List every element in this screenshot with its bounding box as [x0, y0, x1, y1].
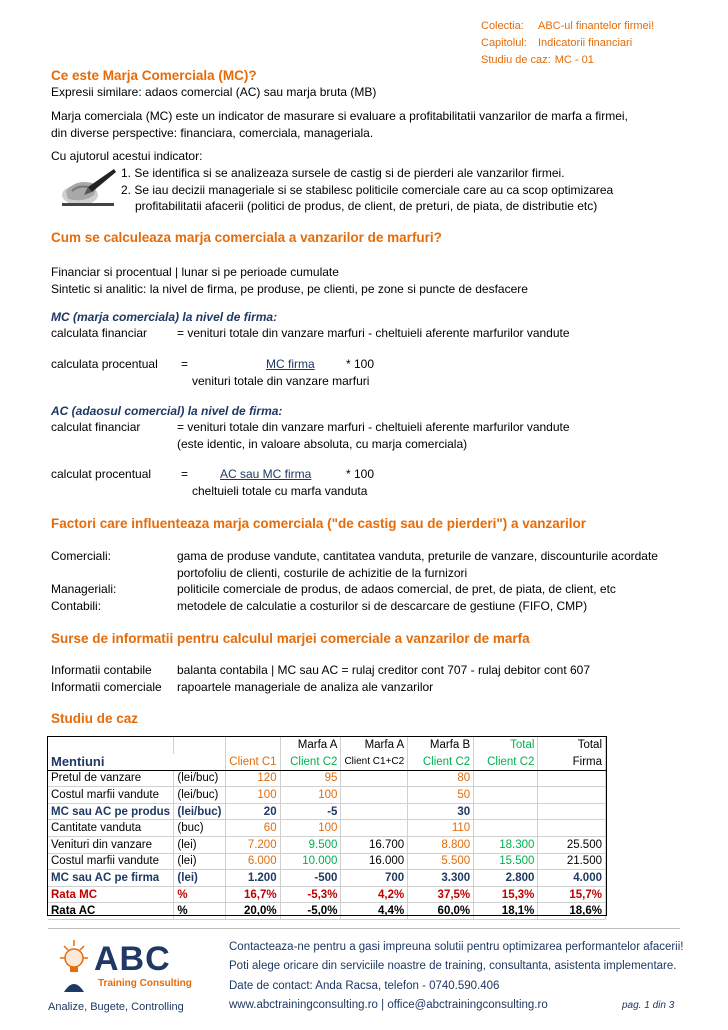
collection-label: Colectia: [481, 19, 524, 32]
row-value [538, 787, 606, 804]
row-value [341, 820, 408, 837]
row-value: 50 [408, 787, 474, 804]
head-marfa-a-2: Marfa A [341, 737, 408, 754]
case-title: Studiu de caz [51, 711, 139, 726]
factor-commercial-line-1: gama de produse vandute, cantitatea vanduta, preturile de vanzare, discounturile acordate [177, 549, 658, 563]
row-value [341, 803, 408, 820]
head-client-c2-b: Client C2 [408, 754, 474, 771]
case-value: MC - 01 [554, 53, 594, 66]
row-value [474, 770, 538, 787]
table-row [48, 886, 606, 903]
row-value: 21.500 [538, 853, 606, 870]
chapter-label: Capitolul: [481, 36, 527, 49]
row-value: 10.000 [280, 853, 341, 870]
row-unit: (buc) [174, 820, 226, 837]
row-value: 95 [280, 770, 341, 787]
document-header [481, 17, 654, 68]
row-value: 60,0% [408, 903, 474, 920]
mc-fin-formula: = venituri totale din vanzare marfuri - cheltuieli aferente marfurilor vandute [177, 326, 570, 340]
row-value [474, 803, 538, 820]
row-label: Rata MC [48, 886, 174, 903]
mc-fin-label: calculata financiar [51, 326, 148, 340]
similar-expressions: Expresii similare: adaos comercial (AC) sau marja bruta (MB) [51, 85, 377, 99]
head-firma: Firma [538, 754, 606, 771]
row-value: 100 [280, 820, 341, 837]
row-value: 15,3% [474, 886, 538, 903]
ac-title: AC (adaosul comercial) la nivel de firma: [51, 404, 283, 418]
table-row [48, 770, 606, 787]
row-value: -500 [280, 870, 341, 887]
row-value: 8.800 [408, 837, 474, 854]
row-value: 100 [280, 787, 341, 804]
ac-fin-note: (este identic, in valoare absoluta, cu marja comerciala) [177, 437, 468, 451]
ac-pct-numerator: AC sau MC firma [220, 467, 312, 481]
row-unit: % [174, 903, 226, 920]
row-value: 1.200 [226, 870, 280, 887]
footer-line-4[interactable]: www.abctrainingconsulting.ro | office@abctrainingconsulting.ro [229, 999, 548, 1011]
row-label: MC sau AC pe produs [48, 803, 174, 820]
row-value: 18,6% [538, 903, 606, 920]
page-number: pag. 1 din 3 [622, 1000, 675, 1011]
head-client-c2-total: Client C2 [474, 754, 538, 771]
source-accounting-text: balanta contabila | MC sau AC = rulaj creditor cont 707 - rulaj debitor cont 607 [177, 663, 591, 677]
source-commercial-text: rapoartele manageriale de analiza ale vanzarilor [177, 680, 434, 694]
row-value: 18,1% [474, 903, 538, 920]
calc-line-2: Sintetic si analitic: la nivel de firma, pe produse, pe clienti, pe zone si puncte de desfacere [51, 282, 528, 296]
row-unit: (lei) [174, 853, 226, 870]
row-unit: (lei/buc) [174, 770, 226, 787]
row-value: 110 [408, 820, 474, 837]
row-value: 100 [226, 787, 280, 804]
row-value: 20 [226, 803, 280, 820]
factor-accounting-label: Contabili: [51, 599, 102, 613]
mc-pct-numerator: MC firma [266, 357, 315, 371]
intro-title: Ce este Marja Comerciala (MC)? [51, 68, 257, 83]
row-value: -5 [280, 803, 341, 820]
logo-text: ABC [94, 940, 171, 978]
ac-fin-formula: = venituri totale din vanzare marfuri - cheltuieli aferente marfurilor vandute [177, 420, 570, 434]
row-value [538, 820, 606, 837]
row-value: 15.500 [474, 853, 538, 870]
ac-pct-eq: = [181, 467, 189, 481]
factor-managerial-text: politicile comerciale de produs, de adaos comercial, de pret, de piata, de client, etc [177, 582, 616, 596]
case-label: Studiu de caz: [481, 53, 551, 66]
head-client-c1c2: Client C1+C2 [341, 754, 408, 771]
mc-pct-denominator: venituri totale din vanzare marfuri [192, 374, 370, 388]
mentiuni-header: Mentiuni [48, 754, 226, 771]
head-total-2: Total [538, 737, 606, 754]
ac-pct-multiplier: * 100 [346, 467, 375, 481]
footer-divider [48, 928, 680, 929]
chapter-value: Indicatorii financiari [538, 36, 633, 49]
row-unit: (lei) [174, 870, 226, 887]
logo-subtitle: Training Consulting [98, 978, 192, 989]
source-accounting-label: Informatii contabile [51, 663, 152, 677]
footer-line-3: Date de contact: Anda Racsa, telefon - 0740.590.406 [229, 980, 500, 992]
row-label: Cantitate vanduta [48, 820, 174, 837]
row-value: 3.300 [408, 870, 474, 887]
head-client-c1: Client C1 [226, 754, 280, 771]
ac-pct-denominator: cheltuieli totale cu marfa vanduta [192, 484, 368, 498]
factor-managerial-label: Manageriali: [51, 582, 117, 596]
row-value: 60 [226, 820, 280, 837]
row-value [474, 787, 538, 804]
help-intro: Cu ajutorul acestui indicator: [51, 149, 203, 163]
mc-pct-multiplier: * 100 [346, 357, 375, 371]
row-value: 25.500 [538, 837, 606, 854]
row-value: 30 [408, 803, 474, 820]
mc-pct-eq: = [181, 357, 189, 371]
row-label: Pretul de vanzare [48, 770, 174, 787]
row-value: 20,0% [226, 903, 280, 920]
help-item-2: 2. Se iau decizii manageriale si se stabilesc politicile comerciale care au ca scop optimizarea [121, 183, 614, 197]
mc-title: MC (marja comerciala) la nivel de firma: [51, 310, 278, 324]
case-study-table [48, 737, 606, 920]
table-row [48, 853, 606, 870]
row-value: 9.500 [280, 837, 341, 854]
table-header-row-1 [48, 737, 606, 754]
row-value [474, 820, 538, 837]
head-marfa-b: Marfa B [408, 737, 474, 754]
row-value: 120 [226, 770, 280, 787]
ac-fin-label: calculat financiar [51, 420, 141, 434]
row-value: 6.000 [226, 853, 280, 870]
row-value: 37,5% [408, 886, 474, 903]
row-unit: (lei/buc) [174, 787, 226, 804]
table-row [48, 787, 606, 804]
row-value: 15,7% [538, 886, 606, 903]
head-client-c2: Client C2 [280, 754, 341, 771]
help-item-2-cont: profitabilitatii afacerii (politici de produs, de client, de preturi, de piata, de distributie etc) [135, 199, 598, 213]
row-value: 4,2% [341, 886, 408, 903]
row-label: Costul marfii vandute [48, 853, 174, 870]
help-item-1: 1. Se identifica si se analizeaza sursele de castig si de pierderi ale vanzarilor firmei. [121, 166, 565, 180]
sources-title: Surse de informatii pentru calculul marjei comerciale a vanzarilor de marfa [51, 631, 530, 646]
row-value: 5.500 [408, 853, 474, 870]
row-value: 16.700 [341, 837, 408, 854]
table-row [48, 903, 606, 920]
row-label: Rata AC [48, 903, 174, 920]
row-value: 4.000 [538, 870, 606, 887]
row-unit: % [174, 886, 226, 903]
table-row [48, 820, 606, 837]
row-label: MC sau AC pe firma [48, 870, 174, 887]
row-value: 16,7% [226, 886, 280, 903]
row-value: 7.200 [226, 837, 280, 854]
table-row [48, 803, 606, 820]
factors-title: Factori care influenteaza marja comerciala ("de castig sau de pierderi") a vanzarilor [51, 516, 587, 531]
calc-line-1: Financiar si procentual | lunar si pe perioade cumulate [51, 265, 339, 279]
row-value [538, 770, 606, 787]
row-value [538, 803, 606, 820]
row-value: 2.800 [474, 870, 538, 887]
table-header-row-2 [48, 754, 606, 771]
table-row [48, 870, 606, 887]
factor-accounting-text: metodele de calculatie a costurilor si de descarcare de gestiune (FIFO, CMP) [177, 599, 588, 613]
footer-line-2: Poti alege oricare din serviciile noastre de training, consultanta, asistenta implementare. [229, 960, 677, 972]
row-unit: (lei) [174, 837, 226, 854]
footer-tagline: Analize, Bugete, Controlling [48, 1001, 184, 1013]
factor-commercial-line-2: portofoliu de clienti, costurile de achizitie de la furnizori [177, 566, 468, 580]
row-value: -5,0% [280, 903, 341, 920]
row-value: 4,4% [341, 903, 408, 920]
row-value [341, 770, 408, 787]
definition-line-1: Marja comerciala (MC) este un indicator de masurare si evaluare a profitabilitatii vanzarilor de marfa a firmei, [51, 109, 628, 123]
source-commercial-label: Informatii comerciale [51, 680, 162, 694]
table-row [48, 837, 606, 854]
row-value: -5,3% [280, 886, 341, 903]
row-value [341, 787, 408, 804]
mc-pct-label: calculata procentual [51, 357, 158, 371]
factor-commercial-label: Comerciali: [51, 549, 112, 563]
footer-line-1: Contacteaza-ne pentru a gasi impreuna solutii pentru optimizarea performantelor afacerii! [229, 941, 684, 953]
definition-line-2: din diverse perspective: financiara, comerciala, manageriala. [51, 126, 374, 140]
head-marfa-a-1: Marfa A [280, 737, 341, 754]
ac-pct-label: calculat procentual [51, 467, 152, 481]
row-value: 16.000 [341, 853, 408, 870]
row-value: 80 [408, 770, 474, 787]
row-label: Costul marfii vandute [48, 787, 174, 804]
collection-value: ABC-ul finantelor firmei! [538, 19, 655, 32]
head-total-1: Total [474, 737, 538, 754]
row-value: 700 [341, 870, 408, 887]
row-unit: (lei/buc) [174, 803, 226, 820]
row-value: 18.300 [474, 837, 538, 854]
calc-title: Cum se calculeaza marja comerciala a vanzarilor de marfuri? [51, 230, 442, 245]
row-label: Venituri din vanzare [48, 837, 174, 854]
pen-hand-icon [58, 165, 118, 209]
